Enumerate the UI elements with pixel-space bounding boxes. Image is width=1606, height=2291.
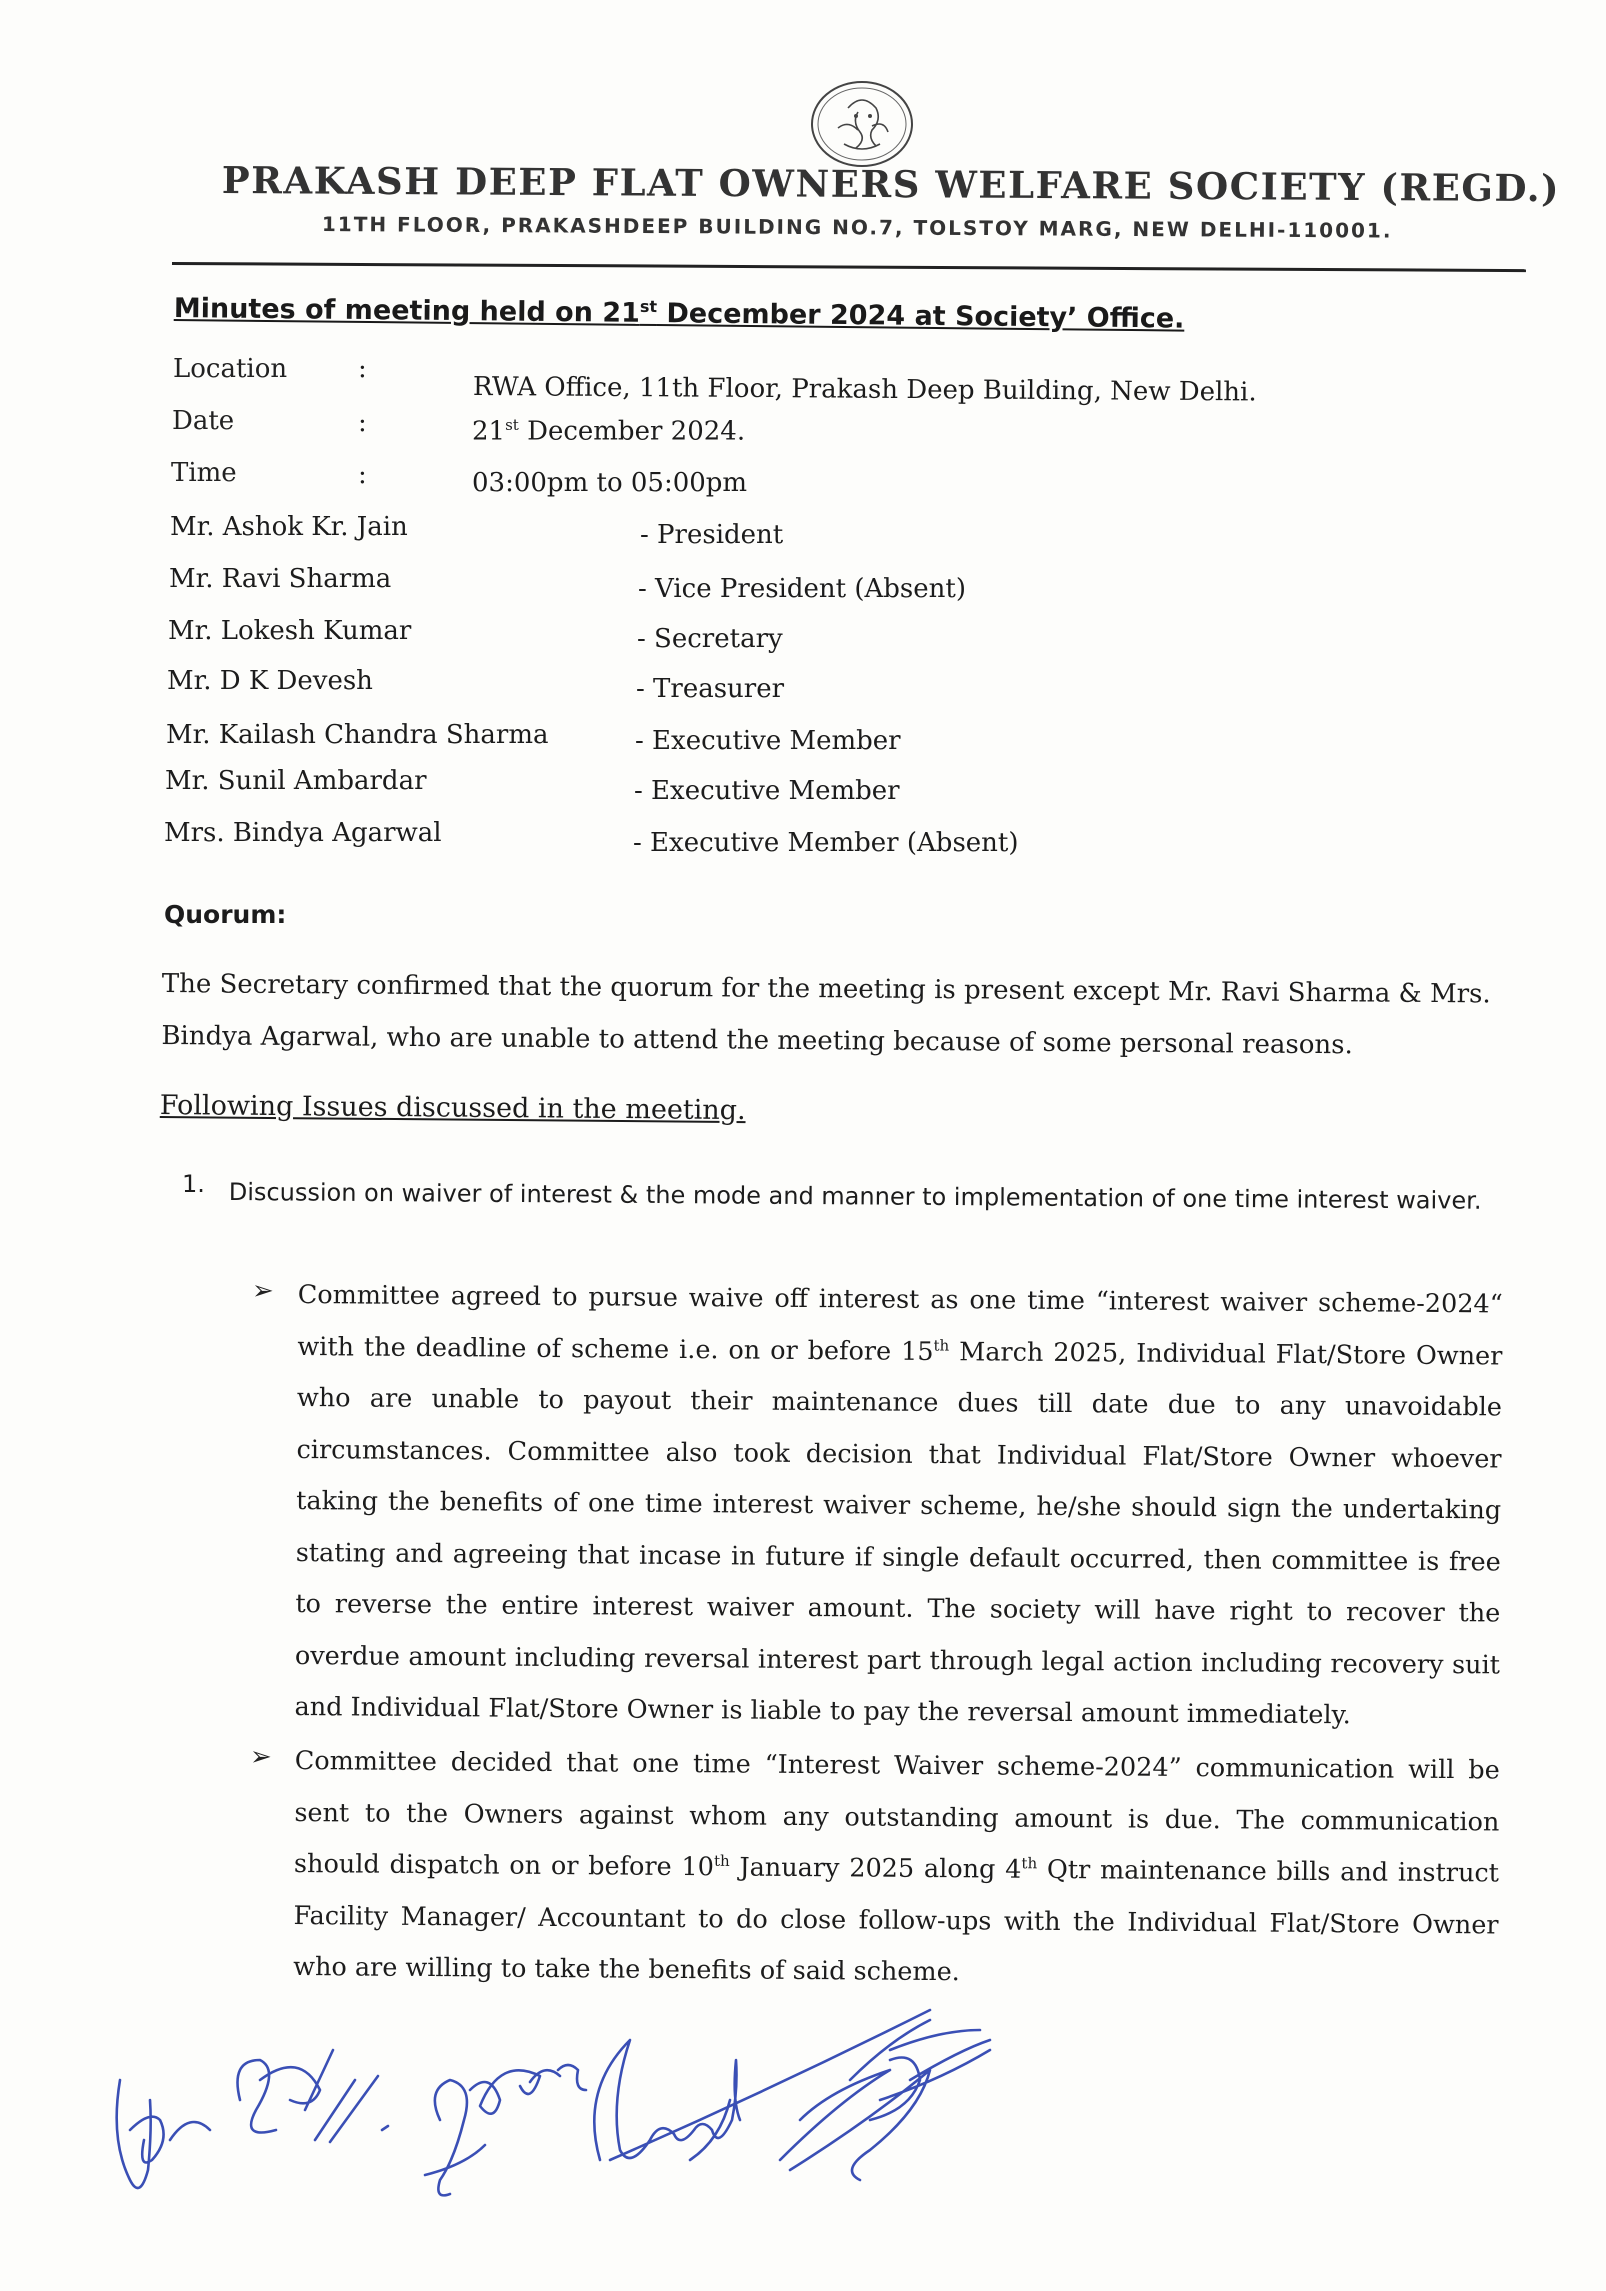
member-role: - Executive Member <box>634 776 900 806</box>
organization-name: PRAKASH DEEP FLAT OWNERS WELFARE SOCIETY (REGD.) <box>221 158 1561 211</box>
member-name: Mr. D K Devesh <box>167 666 373 696</box>
member-name: Mr. Lokesh Kumar <box>168 616 412 646</box>
item-title: Discussion on waiver of interest & the mode and manner to implementation of one time interest waiver. <box>228 1177 1482 1215</box>
time-value: 03:00pm to 05:00pm <box>472 468 748 498</box>
signature-strokes <box>90 1970 1240 2230</box>
member-name: Mr. Ravi Sharma <box>169 564 392 594</box>
member-role: - Executive Member <box>635 726 901 756</box>
location-value: RWA Office, 11th Floor, Prakash Deep Building, New Delhi. <box>472 372 1257 408</box>
member-name: Mr. Sunil Ambardar <box>165 766 427 796</box>
minutes-title: Minutes of meeting held on 21st December 2024 at Society’ Office. <box>173 292 1185 335</box>
member-role: - Vice President (Absent) <box>638 574 966 604</box>
arrow-bullet-icon: ➢ <box>250 1742 272 1772</box>
organization-address: 11TH FLOOR, PRAKASHDEEP BUILDING NO.7, TOLSTOY MARG, NEW DELHI-110001. <box>321 212 1393 243</box>
location-colon: : <box>358 354 367 384</box>
handwritten-signatures <box>90 1970 1240 2230</box>
quorum-heading: Quorum: <box>164 900 287 929</box>
date-label: Date <box>172 406 235 436</box>
issues-heading: Following Issues discussed in the meeting. <box>159 1090 746 1127</box>
member-role: - Executive Member (Absent) <box>633 828 1019 858</box>
arrow-bullet-icon: ➢ <box>252 1276 274 1306</box>
member-role: - President <box>640 520 784 550</box>
quorum-text: The Secretary confirmed that the quorum for the meeting is present except Mr. Ravi Sharma & Mrs. Bindya Agarwal, who are unable to attend the meeting because of some personal reasons. <box>161 968 1491 1061</box>
member-role: - Treasurer <box>636 674 785 704</box>
member-name: Mrs. Bindya Agarwal <box>164 818 442 848</box>
item-number: 1. <box>182 1170 205 1198</box>
member-name: Mr. Ashok Kr. Jain <box>170 512 408 542</box>
member-name: Mr. Kailash Chandra Sharma <box>166 720 549 750</box>
date-colon: : <box>358 408 367 438</box>
member-role: - Secretary <box>637 624 783 654</box>
time-label: Time <box>171 458 237 488</box>
location-label: Location <box>173 354 288 384</box>
decision-paragraph: Committee agreed to pursue waive off interest as one time “interest waiver scheme-2024“ with the deadline of scheme i.e. on or before 15th March 2025, Individual Flat/Store Owner who are unable to payout their maintenance dues till date due to any unavoidable circumstances. Committee also took decision that Individual Flat/Store Owner whoever taking the benefits of one time interest waiver scheme, he/she should sign the undertaking stating and agreeing that incase in future if single default occurred, then committee is free to reverse the entire interest waiver amount. The society will have right to recover the overdue amount including reversal interest part through legal action including recovery suit and Individual Flat/Store Owner is liable to pay the reversal amount immediately. <box>294 1279 1503 1731</box>
society-emblem-logo <box>808 78 916 170</box>
decision-paragraph: Committee decided that one time “Interest Waiver scheme-2024” communication will be sent to the Owners against whom any outstanding amount is due. The communication should dispatch on or before 10th January 2025 along 4th Qtr maintenance bills and instruct Facility Manager/ Accountant to do close follow-ups with the Individual Flat/Store Owner who are willing to take the benefits of said scheme. <box>293 1745 1500 1988</box>
date-value: 21st December 2024. <box>472 416 746 447</box>
letterhead-divider <box>172 262 1526 272</box>
time-colon: : <box>358 460 367 490</box>
